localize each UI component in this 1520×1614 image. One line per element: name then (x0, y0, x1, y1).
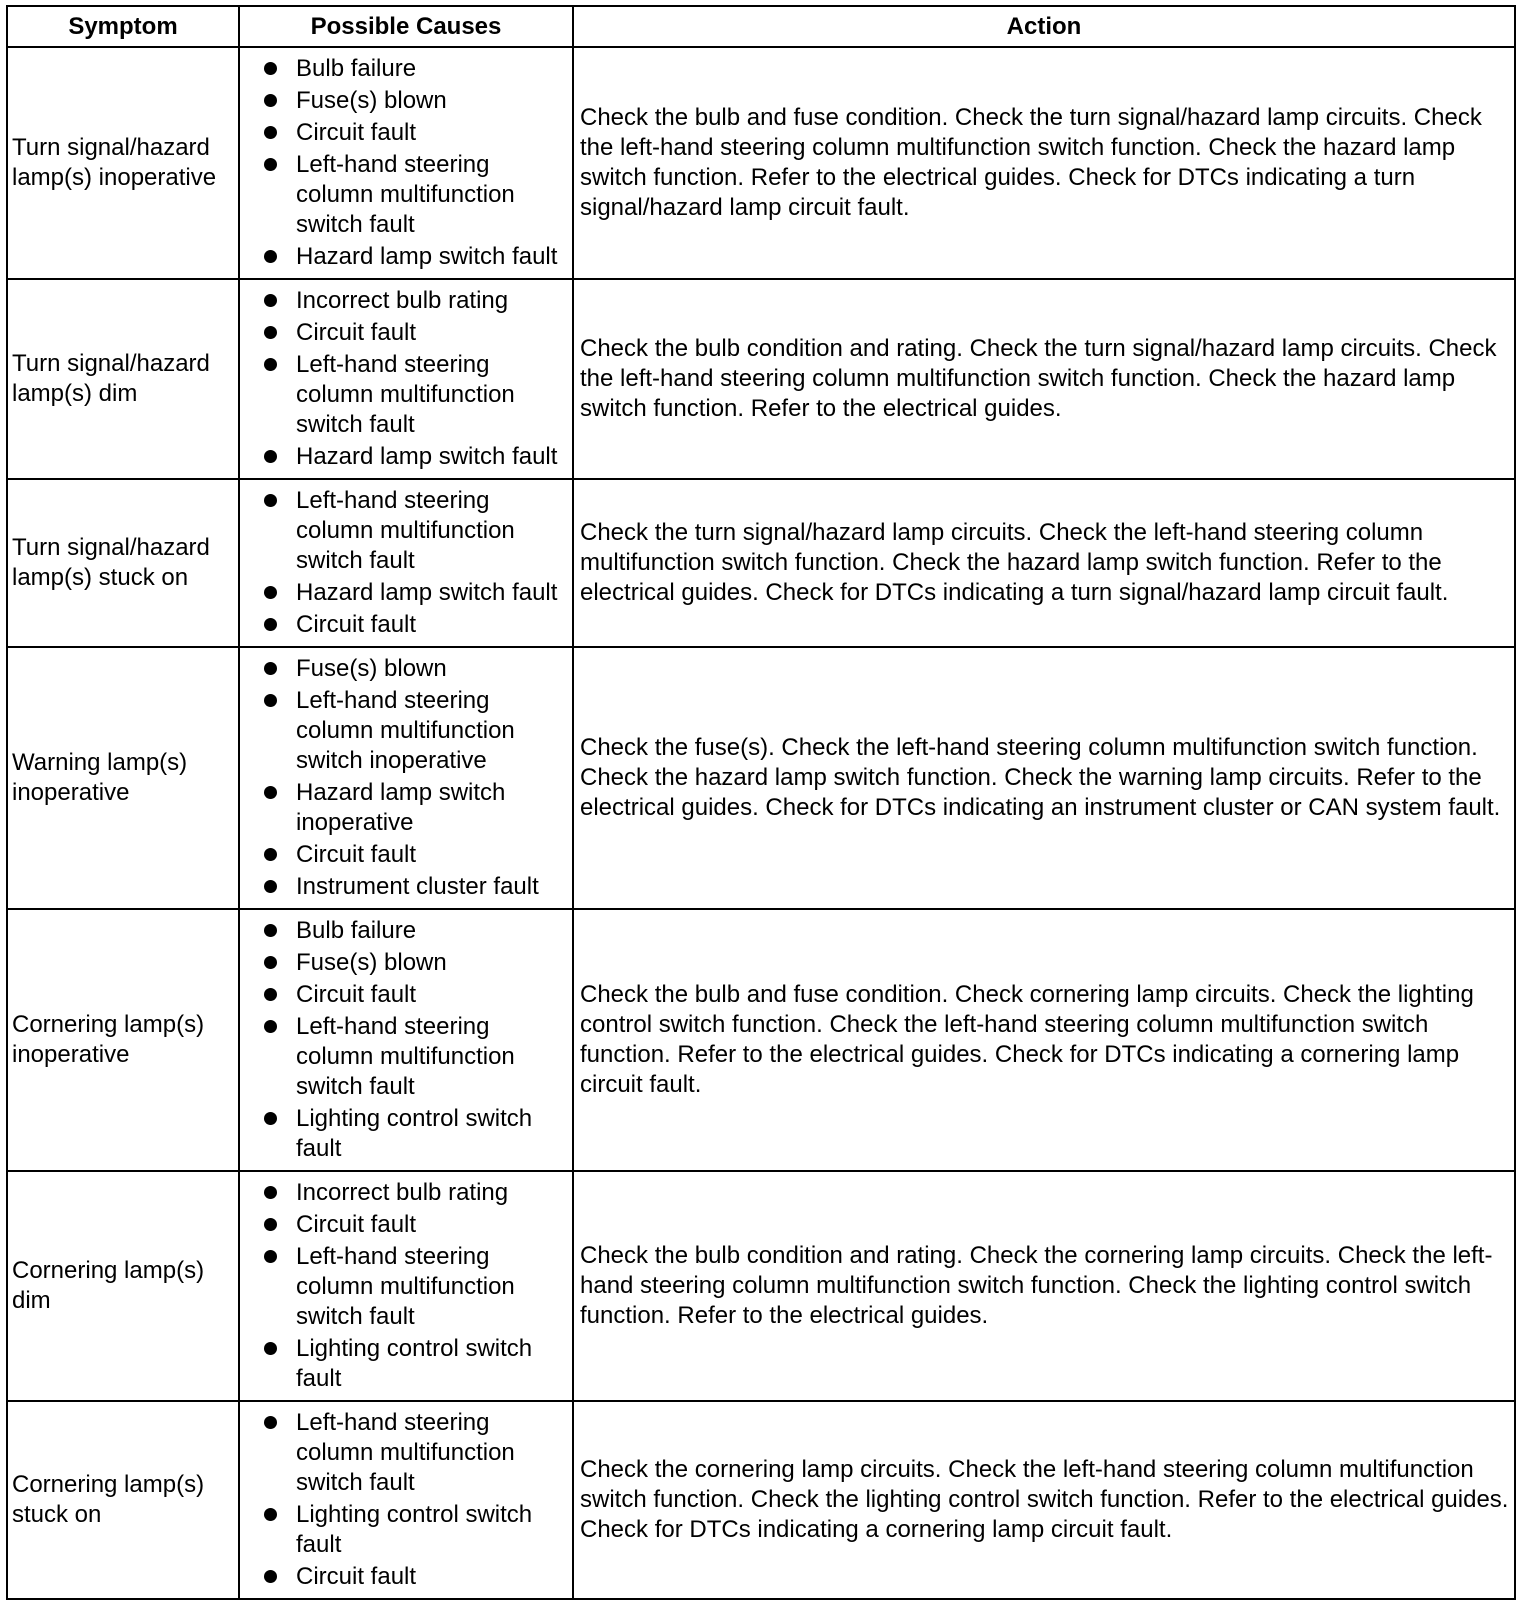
cause-item (264, 486, 568, 576)
diagnosis-table (6, 5, 1516, 1600)
cause-list (264, 1178, 568, 1394)
cause-item (264, 150, 568, 240)
cause-text: Circuit fault (296, 319, 417, 346)
cause-text: Fuse(s) blown (296, 655, 447, 682)
action-cell: Check the bulb condition and rating. Check the turn signal/hazard lamp circuits. Check the left-hand steering column multifunction switch function. Check the hazard lamp switch function. Refer to the electrical guides. (573, 279, 1515, 479)
bullet-icon (264, 62, 277, 75)
cause-text: Left-hand steering column multifunction switch fault (296, 1013, 515, 1100)
cause-text: Left-hand steering column multifunction switch fault (296, 151, 515, 238)
cause-item (264, 686, 568, 776)
cause-text: Fuse(s) blown (296, 949, 447, 976)
cause-item (264, 242, 568, 272)
bullet-icon (264, 1218, 277, 1231)
bullet-icon (264, 1112, 277, 1125)
bullet-icon (264, 848, 277, 861)
causes-cell (239, 279, 573, 479)
bullet-icon (264, 326, 277, 339)
causes-cell (239, 47, 573, 279)
cause-item (264, 948, 568, 978)
cause-text: Hazard lamp switch fault (296, 243, 558, 270)
cause-list (264, 486, 568, 640)
cause-item (264, 654, 568, 684)
cause-text: Left-hand steering column multifunction switch inoperative (296, 687, 515, 774)
causes-cell (239, 909, 573, 1171)
cause-text: Lighting control switch fault (296, 1105, 533, 1162)
table-row (7, 647, 1515, 909)
cause-item (264, 610, 568, 640)
cause-list (264, 1408, 568, 1592)
cause-item (264, 86, 568, 116)
cause-item (264, 286, 568, 316)
symptom-cell: Warning lamp(s) inoperative (7, 647, 239, 909)
cause-item (264, 1012, 568, 1102)
bullet-icon (264, 618, 277, 631)
bullet-icon (264, 956, 277, 969)
cause-item (264, 1242, 568, 1332)
header-symptom: Symptom (7, 6, 239, 47)
bullet-icon (264, 786, 277, 799)
causes-cell (239, 1401, 573, 1599)
cause-text: Bulb failure (296, 917, 417, 944)
symptom-cell: Turn signal/hazard lamp(s) inoperative (7, 47, 239, 279)
cause-item (264, 1500, 568, 1560)
bullet-icon (264, 494, 277, 507)
cause-text: Incorrect bulb rating (296, 1179, 509, 1206)
cause-item (264, 840, 568, 870)
action-cell: Check the bulb and fuse condition. Check the turn signal/hazard lamp circuits. Check the left-hand steering column multifunction switch function. Check the hazard lamp switch function. Refer to the electrical guides. Check for DTCs indicating a turn signal/hazard lamp circuit fault. (573, 47, 1515, 279)
bullet-icon (264, 1186, 277, 1199)
cause-text: Hazard lamp switch fault (296, 579, 558, 606)
table-row (7, 1401, 1515, 1599)
bullet-icon (264, 1250, 277, 1263)
cause-item (264, 1210, 568, 1240)
cause-list (264, 286, 568, 472)
cause-text: Instrument cluster fault (296, 873, 539, 900)
cause-text: Left-hand steering column multifunction switch fault (296, 1243, 515, 1330)
cause-text: Circuit fault (296, 119, 417, 146)
cause-list (264, 654, 568, 902)
cause-item (264, 442, 568, 472)
bullet-icon (264, 358, 277, 371)
cause-text: Circuit fault (296, 611, 417, 638)
causes-cell (239, 647, 573, 909)
cause-text: Left-hand steering column multifunction switch fault (296, 1409, 515, 1496)
cause-item (264, 578, 568, 608)
cause-item (264, 1178, 568, 1208)
action-cell: Check the bulb and fuse condition. Check cornering lamp circuits. Check the lighting control switch function. Check the left-hand steering column multifunction switch function. Refer to the electrical guides. Check for DTCs indicating a cornering lamp circuit fault. (573, 909, 1515, 1171)
cause-item (264, 350, 568, 440)
bullet-icon (264, 1570, 277, 1583)
bullet-icon (264, 1508, 277, 1521)
cause-item (264, 872, 568, 902)
bullet-icon (264, 586, 277, 599)
cause-text: Left-hand steering column multifunction switch fault (296, 487, 515, 574)
bullet-icon (264, 1342, 277, 1355)
causes-cell (239, 479, 573, 647)
bullet-icon (264, 250, 277, 263)
bullet-icon (264, 1020, 277, 1033)
header-action: Action (573, 6, 1515, 47)
bullet-icon (264, 294, 277, 307)
cause-item (264, 318, 568, 348)
cause-item (264, 1104, 568, 1164)
bullet-icon (264, 924, 277, 937)
cause-text: Bulb failure (296, 55, 417, 82)
cause-text: Incorrect bulb rating (296, 287, 509, 314)
cause-text: Left-hand steering column multifunction switch fault (296, 351, 515, 438)
cause-item (264, 118, 568, 148)
cause-item (264, 1562, 568, 1592)
bullet-icon (264, 94, 277, 107)
bullet-icon (264, 880, 277, 893)
action-cell: Check the fuse(s). Check the left-hand steering column multifunction switch function. Check the hazard lamp switch function. Check the warning lamp circuits. Refer to the electrical guides. Check for DTCs indicating an instrument cluster or CAN system fault. (573, 647, 1515, 909)
header-row (7, 6, 1515, 47)
symptom-cell: Cornering lamp(s) dim (7, 1171, 239, 1401)
action-cell: Check the bulb condition and rating. Check the cornering lamp circuits. Check the left-hand steering column multifunction switch function. Check the lighting control switch function. Refer to the electrical guides. (573, 1171, 1515, 1401)
table-row (7, 1171, 1515, 1401)
table-row (7, 279, 1515, 479)
bullet-icon (264, 988, 277, 1001)
cause-list (264, 54, 568, 272)
cause-item (264, 1408, 568, 1498)
cause-item (264, 980, 568, 1010)
cause-text: Hazard lamp switch inoperative (296, 779, 506, 836)
header-possible-causes: Possible Causes (239, 6, 573, 47)
table-row (7, 479, 1515, 647)
action-cell: Check the turn signal/hazard lamp circuits. Check the left-hand steering column multifunction switch function. Check the hazard lamp switch function. Refer to the electrical guides. Check for DTCs indicating a turn signal/hazard lamp circuit fault. (573, 479, 1515, 647)
cause-text: Circuit fault (296, 841, 417, 868)
symptom-cell: Cornering lamp(s) inoperative (7, 909, 239, 1171)
action-cell: Check the cornering lamp circuits. Check the left-hand steering column multifunction switch function. Check the lighting control switch function. Refer to the electrical guides. Check for DTCs indicating a cornering lamp circuit fault. (573, 1401, 1515, 1599)
table-row (7, 47, 1515, 279)
bullet-icon (264, 126, 277, 139)
cause-text: Circuit fault (296, 1211, 417, 1238)
cause-item (264, 54, 568, 84)
bullet-icon (264, 158, 277, 171)
bullet-icon (264, 662, 277, 675)
bullet-icon (264, 1416, 277, 1429)
bullet-icon (264, 450, 277, 463)
cause-list (264, 916, 568, 1164)
cause-item (264, 916, 568, 946)
cause-text: Hazard lamp switch fault (296, 443, 558, 470)
cause-text: Lighting control switch fault (296, 1335, 533, 1392)
cause-text: Fuse(s) blown (296, 87, 447, 114)
table-row (7, 909, 1515, 1171)
bullet-icon (264, 694, 277, 707)
cause-text: Lighting control switch fault (296, 1501, 533, 1558)
cause-text: Circuit fault (296, 1563, 417, 1590)
causes-cell (239, 1171, 573, 1401)
symptom-cell: Turn signal/hazard lamp(s) stuck on (7, 479, 239, 647)
symptom-cell: Turn signal/hazard lamp(s) dim (7, 279, 239, 479)
cause-text: Circuit fault (296, 981, 417, 1008)
cause-item (264, 1334, 568, 1394)
cause-item (264, 778, 568, 838)
symptom-cell: Cornering lamp(s) stuck on (7, 1401, 239, 1599)
